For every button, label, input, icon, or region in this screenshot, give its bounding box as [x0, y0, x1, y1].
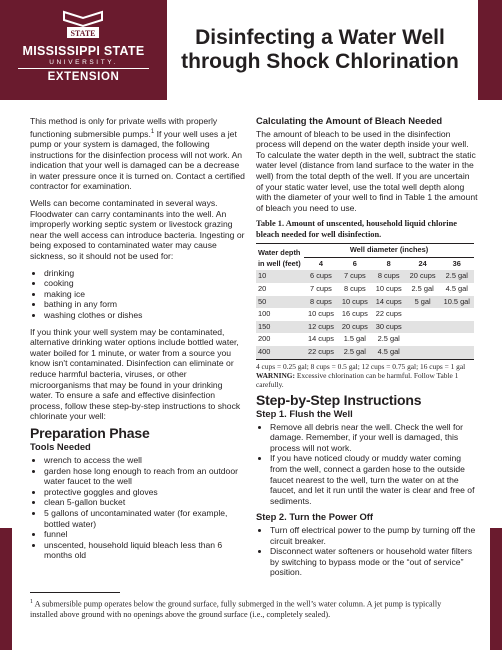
bottom-right-band	[490, 528, 502, 650]
amount-cell: 2.5 gal	[411, 283, 434, 293]
footnote: $^1$ A submersible pump operates below the ground surface, fully submerged in the well’s water column. A jet pump is typically installed above ground with no openings above the ground surface (i.e., completely sealed).	[30, 599, 442, 620]
list-item: • If you have noticed cloudy or muddy water coming from the well, connect a garden hose to the outside faucet nearest to the well, turn the water on at the faucet, and let it run until the water is clear and free of sediments.	[270, 453, 478, 506]
amount-cell: 14 cups	[372, 296, 406, 309]
amount-cell: 16 cups	[341, 309, 368, 319]
amount-cell: 4.5 gal	[445, 283, 468, 293]
amount-cell	[440, 321, 474, 334]
list-item: • Remove all debris near the well. Check the well for damage. Remember, if your well is damaged, this process will not work.	[270, 422, 478, 454]
table-row	[256, 321, 474, 334]
amount-cell: 8 cups	[343, 283, 366, 293]
amount-cell: 20 cups	[338, 321, 372, 334]
list-item: • 5 gallons of uncontaminated water (for example, bottled water)	[44, 508, 245, 529]
list-item: • unscented, household liquid bleach less than 6 months old	[44, 540, 245, 561]
amount-cell: 14 cups	[308, 334, 334, 344]
amount-cell	[406, 333, 440, 346]
table-row	[256, 270, 474, 283]
depth-cell: 150	[256, 321, 304, 334]
prep-heading: Preparation Phase	[30, 424, 150, 441]
amount-cell: 8 cups	[372, 270, 406, 283]
bleach-table	[256, 243, 474, 359]
depth-cell: 20	[258, 283, 267, 293]
group-header: Well diameter (inches)	[304, 244, 474, 258]
list-item: • cooking	[44, 278, 245, 289]
list-item: • drinking	[44, 268, 245, 279]
amount-cell: 12 cups	[304, 321, 338, 334]
diameter-header: 36	[452, 258, 461, 268]
alternatives-paragraph: If you think your well system may be contaminated, alternative drinking water options include bottled water, water boiled for 1 minute, or water from a source you know isn't contaminated. Disinfection can eliminate or reduce harmful bacteria, viruses, or other microorganisms that may be found in your drinking water. To ensure a safe and effective disinfection process, follow these step-by-step instructions to shock chlorinate your well:	[30, 326, 241, 422]
list-item: • funnel	[44, 529, 245, 540]
svg-text:STATE: STATE	[70, 29, 96, 38]
msu-shield-icon	[60, 10, 106, 40]
depth-cell: 10	[256, 270, 304, 283]
amount-cell: 2.5 gal	[377, 334, 400, 344]
amount-cell: 30 cups	[372, 321, 406, 334]
amount-cell	[406, 321, 440, 334]
depth-cell: 100	[258, 309, 271, 319]
list-item: • clean 5-gallon bucket	[44, 497, 245, 508]
list-item: • Turn off electrical power to the pump by turning off the circuit breaker.	[270, 525, 478, 546]
amount-cell: 1.5 gal	[343, 334, 366, 344]
calc-heading: Calculating the Amount of Bleach Needed	[256, 115, 443, 126]
brand-line3: EXTENSION	[47, 71, 120, 83]
list-item: • washing clothes or dishes	[44, 310, 245, 321]
table-row	[256, 346, 474, 359]
amount-cell: 4.5 gal	[372, 346, 406, 359]
amount-cell	[440, 308, 474, 321]
diameter-header: 6	[352, 258, 357, 268]
amount-cell: 7 cups	[310, 283, 332, 293]
amount-cell: 2.5 gal	[440, 270, 474, 283]
amount-cell: 22 cups	[304, 346, 338, 359]
page-title: Disinfecting a Water Well through Shock Chlorination	[181, 26, 459, 73]
contamination-paragraph: Wells can become contaminated in several ways. Floodwater can carry contaminants into the well. An improperly working septic system or livestock grazing near the well access can introduce bacteria. Ingesting or being exposed to contaminated water may cause sickness, so it should not be used for:	[30, 198, 245, 261]
amount-cell: 2.5 gal	[338, 346, 372, 359]
step2-list	[256, 525, 478, 578]
footnote-rule	[30, 592, 120, 593]
left-column	[30, 116, 245, 567]
amount-cell: 10 cups	[338, 296, 372, 309]
tools-list	[30, 455, 245, 561]
intro-paragraph: This method is only for private wells with properly functioning submersible pumps.$^1$ If your well uses a jet pump or your system is damaged, the following instructions for the disinfection process will not work. An indication that your well is damaged can be a decrease in water pressure once it is turned on. Contact a certified contractor for examination.	[30, 116, 245, 192]
calc-paragraph: The amount of bleach to be used in the disinfection process will depend on the water depth inside your well. To calculate the water depth in the well, subtract the static water level (distance from land surface to the water in the well) from the total depth of the well. If you are uncertain of your static water level, use the total well depth along with the diameter of your well to find in Table 1 the amount of bleach you need to use.	[256, 128, 478, 213]
top-right-band	[478, 0, 502, 100]
table-row	[256, 283, 474, 296]
table-row	[256, 308, 474, 321]
amount-cell: 7 cups	[338, 270, 372, 283]
table-row	[256, 333, 474, 346]
diameter-header: 8	[386, 258, 391, 268]
amount-cell: 10.5 gal	[440, 296, 474, 309]
diameter-header: 4	[318, 258, 323, 268]
steps-heading: Step-by-Step Instructions	[256, 391, 422, 408]
list-item: • garden hose long enough to reach from an outdoor water faucet to the well	[44, 466, 245, 487]
amount-cell: 10 cups	[308, 309, 334, 319]
tools-heading: Tools Needed	[30, 441, 91, 453]
list-item: • protective goggles and gloves	[44, 487, 245, 498]
brand-line2: UNIVERSITY.	[49, 59, 118, 66]
list-item: • wrench to access the well	[44, 455, 245, 466]
brand-line1: MISSISSIPPI STATE	[22, 44, 145, 58]
depth-cell: 50	[256, 296, 304, 309]
uses-list	[30, 268, 245, 321]
right-column	[256, 112, 478, 584]
amount-cell	[440, 333, 474, 346]
list-item: • bathing in any form	[44, 299, 245, 310]
amount-cell: 6 cups	[304, 270, 338, 283]
table-body	[256, 270, 474, 359]
amount-cell	[406, 346, 440, 359]
step1-heading: Step 1. Flush the Well	[256, 408, 353, 420]
table-caption: Table 1. Amount of unscented, household liquid chlorine bleach needed for well disinfection.	[256, 219, 457, 239]
brand-divider	[18, 68, 149, 69]
amount-cell: 22 cups	[375, 309, 402, 319]
bottom-left-band	[0, 528, 12, 650]
step2-heading: Step 2. Turn the Power Off	[256, 511, 374, 523]
table-note: 4 cups = 0.25 gal; 8 cups = 0.5 gal; 12 cups = 0.75 gal; 16 cups = 1 gal WARNING: Excessive chlorination can be harmful. Follow Table 1 carefully.	[256, 361, 466, 389]
amount-cell: 8 cups	[304, 296, 338, 309]
row-header: Water depth in well (feet)	[256, 244, 304, 271]
amount-cell	[440, 346, 474, 359]
diameter-header: 24	[418, 258, 427, 268]
list-item: • making ice	[44, 289, 245, 300]
amount-cell: 20 cups	[406, 270, 440, 283]
table-row	[256, 296, 474, 309]
step1-list	[256, 422, 478, 507]
extension-logo	[0, 0, 167, 100]
depth-cell: 400	[256, 346, 304, 359]
amount-cell	[406, 308, 440, 321]
list-item: • Disconnect water softeners or household water filters by switching to bypass mode or the “out of service” position.	[270, 546, 478, 578]
amount-cell: 10 cups	[375, 283, 402, 293]
depth-cell: 200	[258, 334, 271, 344]
amount-cell: 5 gal	[406, 296, 440, 309]
